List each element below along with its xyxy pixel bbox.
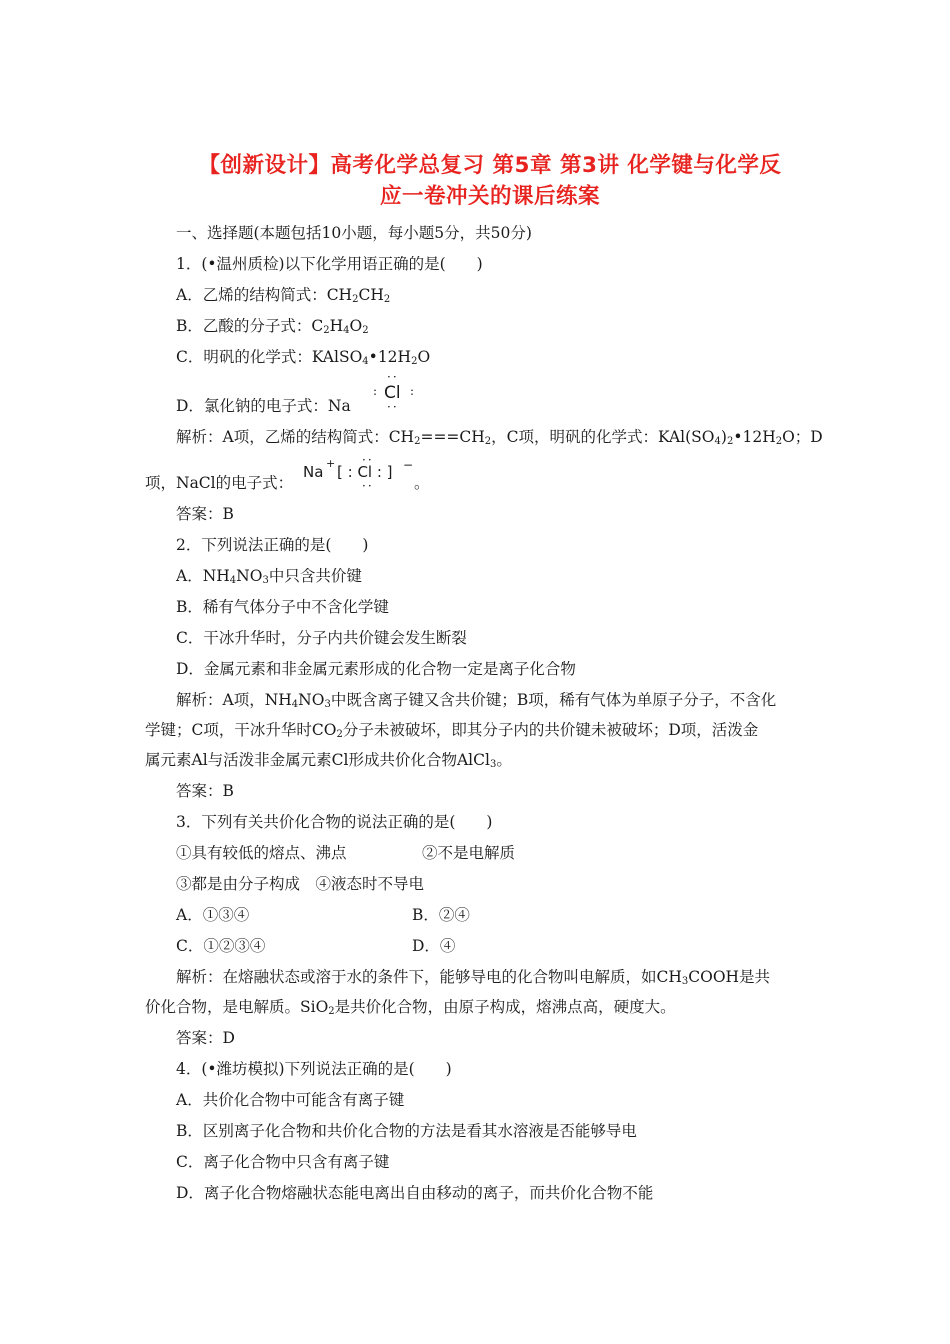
q2-option-b: B．稀有气体分子中不含化学键: [176, 598, 389, 616]
q1-option-a: A．乙烯的结构简式：$CH_2CH_2$: [176, 286, 391, 305]
q2-option-a: A．$NH_4NO_3$中只含共价键: [176, 567, 362, 586]
q3-option-c: C．①②③④: [176, 937, 266, 955]
q2-answer: 答案：B: [176, 782, 234, 800]
q1-explanation-line-2: 项，NaCl的电子式：: [145, 474, 294, 492]
section-heading: 一、选择题(本题包括10小题，每小题5分，共50分): [176, 224, 532, 242]
q3-statement-3-4: ③都是由分子构成 ④液态时不导电: [176, 875, 425, 893]
q1-answer: 答案：B: [176, 505, 234, 523]
q2-explanation-line-1: 解析：A项，$NH_4NO_3$中既含离子键又含共价键；B项，稀有气体为单原子分子，不含化: [176, 691, 777, 710]
q1-stem: 1．(•温州质检)以下化学用语正确的是( ): [176, 255, 483, 273]
q1-nacl-electron-formula: Na + [ : Cl : ] ·· ·· −: [303, 453, 414, 493]
q4-option-a: A．共价化合物中可能含有离子键: [176, 1091, 405, 1109]
q2-stem: 2．下列说法正确的是( ): [176, 536, 369, 554]
q3-explanation-line-1: 解析：在熔融状态或溶于水的条件下，能够导电的化合物叫电解质，如$CH_3COOH$是共: [176, 968, 771, 987]
q1-explanation-line-1: 解析：A项，乙烯的结构简式：$CH_2===CH_2$，C项，明矾的化学式：$KAl(SO_4)_2•12H_2O$；D: [176, 428, 823, 447]
q1-explanation-end: 。: [414, 474, 430, 492]
q4-option-c: C．离子化合物中只含有离子键: [176, 1153, 390, 1171]
q2-option-d: D．金属元素和非金属元素形成的化合物一定是离子化合物: [176, 660, 576, 678]
q1-option-b: B．乙酸的分子式：$C_2H_4O_2$: [176, 317, 369, 336]
q3-option-a: A．①③④: [176, 906, 250, 924]
title-line-1: 【创新设计】高考化学总复习 第5章 第3讲 化学键与化学反: [198, 153, 782, 178]
q1-option-d: D．氯化钠的电子式：Na: [176, 397, 351, 415]
q3-explanation-line-2: 价化合物，是电解质。SiO$_2$是共价化合物，由原子构成，熔沸点高，硬度大。: [145, 998, 676, 1017]
q3-answer: 答案：D: [176, 1029, 235, 1047]
q4-option-b: B．区别离子化合物和共价化合物的方法是看其水溶液是否能够导电: [176, 1122, 637, 1140]
title-line-2: 应一卷冲关的课后练案: [379, 184, 600, 209]
q3-option-d: D．④: [412, 937, 456, 955]
q3-statement-1: ①具有较低的熔点、沸点: [176, 844, 347, 862]
q1-option-c: C．明矾的化学式：$KAlSO_4•12H_2O$: [176, 348, 431, 367]
q4-stem: 4．(•潍坊模拟)下列说法正确的是( ): [176, 1060, 452, 1078]
q2-option-c: C．干冰升华时，分子内共价键会发生断裂: [176, 629, 467, 647]
q3-stem: 3．下列有关共价化合物的说法正确的是( ): [176, 813, 493, 831]
q3-statement-2: ②不是电解质: [422, 844, 516, 862]
q3-option-b: B．②④: [412, 906, 470, 924]
q2-explanation-line-2: 学键；C项，干冰升华时$CO_2$分子未被破坏，即其分子内的共价键未被破坏；D项，活泼金: [145, 721, 759, 740]
q4-option-d: D．离子化合物熔融状态能电离出自由移动的离子，而共价化合物不能: [176, 1184, 654, 1202]
page-title: [140, 150, 840, 212]
q1-d-cl: Cl: [384, 383, 401, 403]
q2-explanation-line-3: 属元素Al与活泼非金属元素Cl形成共价化合物AlCl$_3$。: [145, 751, 512, 770]
q1-d-electron-formula: ·· : Cl : ··: [373, 370, 417, 414]
